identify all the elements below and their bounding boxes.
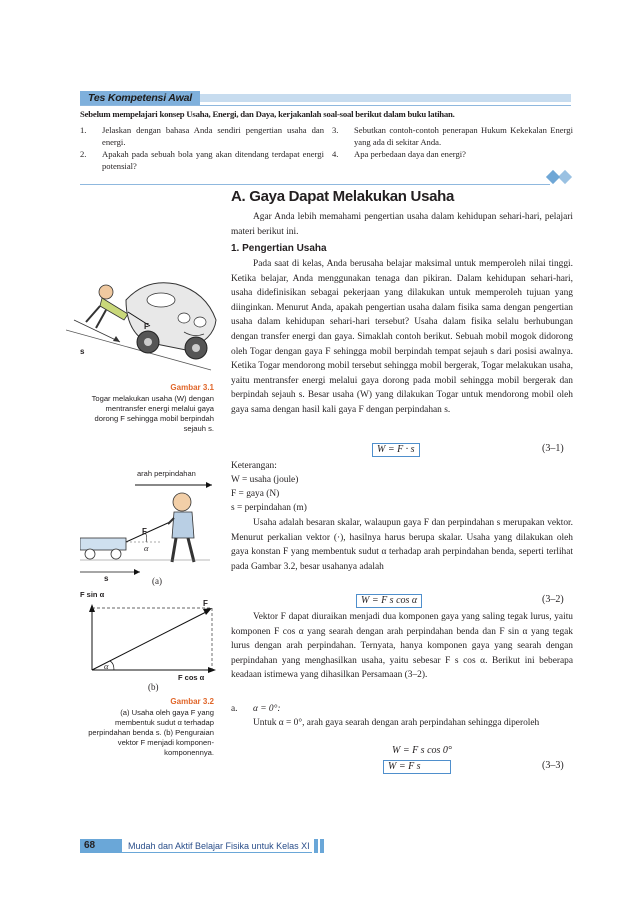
- figure-3-2a-illustration: [80, 478, 220, 598]
- equation-3-2-number: (3–2): [542, 594, 564, 605]
- fig32-label-alpha: α: [144, 543, 149, 553]
- tka-title: Tes Kompetensi Awal: [80, 91, 200, 105]
- fig31-caption: Togar melakukan usaha (W) dengan mentransfer energi melalui gaya dorong F sehingga mobil berpindah sejauh s.: [91, 394, 214, 433]
- footer-bar-icon: [314, 839, 318, 853]
- fig32-arah-label: arah perpindahan: [137, 469, 196, 478]
- equation-3-1-number: (3–1): [542, 443, 564, 454]
- wheel-hub-icon: [192, 344, 200, 352]
- angle-arc: [110, 661, 114, 670]
- fig31-label-s: s: [80, 347, 85, 356]
- fig32-caption: (a) Usaha oleh gaya F yang membentuk sudut α terhadap perpindahan benda s. (b) Penguraian vektor F menjadi komponen-komponennya.: [88, 708, 214, 757]
- fig31-label-f: F: [144, 322, 149, 331]
- force-arrow: [126, 522, 170, 542]
- arrowhead-icon: [206, 482, 212, 488]
- person-legs-icon: [86, 306, 106, 328]
- car-eye-icon: [194, 317, 206, 327]
- person-head-icon: [99, 285, 113, 299]
- car-eye-icon: [178, 313, 190, 323]
- intro-paragraph: Agar Anda lebih memahami pengertian usaha dalam kehidupan sehari-hari, pelajari materi berikut ini.: [231, 212, 573, 237]
- fig32-label-f2: F: [203, 599, 208, 608]
- case-a-heading: α = 0°:: [253, 704, 281, 714]
- tka-line: [80, 105, 571, 106]
- diamond-icon: [558, 170, 572, 184]
- tka-bottom-line: [80, 184, 550, 185]
- arrowhead-icon: [203, 608, 212, 615]
- case-a-label: a.: [231, 704, 238, 714]
- car-window-icon: [147, 293, 175, 307]
- footer-bar-icon: [320, 839, 324, 853]
- footer-book-title: Mudah dan Aktif Belajar Fisika untuk Kelas XI: [128, 841, 310, 851]
- paragraph-2: Usaha adalah besaran skalar, walaupun gaya F dan perpindahan s merupakan vektor. Menurut perkalian vektor (·), hasilnya harus berupa skalar. Usaha yang dilakukan oleh gaya konstan F yang membentuk sudut α terhadap arah perpindahan benda, seperti terlihat pada Gambar 3.2, besar usahanya adalah: [231, 518, 573, 572]
- subheading-pengertian-usaha: 1. Pengertian Usaha: [231, 243, 327, 254]
- fig31-title: Gambar 3.1: [170, 383, 214, 392]
- tka-question-2: 2. Apakah pada sebuah bola yang akan ditendang terdapat energi potensial?: [80, 149, 324, 171]
- tka-question-1: 1. Jelaskan dengan bahasa Anda sendiri pengertian usaha dan energi.: [80, 125, 324, 147]
- fig32-label-fsin: F sin α: [80, 590, 105, 599]
- keterangan-f: F = gaya (N): [231, 489, 280, 499]
- fig32-label-a: (a): [152, 576, 162, 586]
- tka-intro: Sebelum mempelajari konsep Usaha, Energi, dan Daya, kerjakanlah soal-soal berikut dalam buku latihan.: [80, 109, 455, 119]
- fig32-label-s: s: [104, 574, 109, 583]
- fig32-label-fcos: F cos α: [178, 673, 205, 682]
- force-arrow: [92, 611, 208, 670]
- fig32-label-f: F: [142, 527, 147, 536]
- boy-body-icon: [172, 512, 194, 538]
- fig32-label-alpha2: α: [104, 661, 109, 671]
- person-body-icon: [100, 298, 128, 320]
- keterangan-s: s = perpindahan (m): [231, 503, 307, 513]
- paragraph-3: Vektor F dapat diuraikan menjadi dua komponen gaya yang saling tegak lurus, yaitu komponen F cos α yang searah dengan arah perpindahan benda dan F sin α yang tegak lurus dengan arah perpindahan. Ternyata, hanya komponen gaya yang searah dengan perpindahan yang menghasilkan usaha, yaitu sebesar F s cos α. Berikut ini beberapa keadaan istimewa yang dihasilkan Persamaan (3–2).: [231, 612, 573, 681]
- boy-legs-icon: [172, 538, 194, 562]
- paragraph-1: Pada saat di kelas, Anda berusaha belajar maksimal untuk memperoleh nilai tinggi. Ketika belajar, Anda menggunakan tenaga dan pikiran. Dalam kehidupan sehari-hari, usaha didefinisikan sebagai pekerjaan yang dilakukan untuk memperoleh tujuan yang diinginkan. Menurut Anda, apakah pengertian usaha dalam fisika sama dengan pengertian usaha dalam kehidupan sehari-hari tersebut? Usaha dalam fisika selalu berhubungan dengan transfer energi dan gaya. Simaklah contoh berikut. Sebuah mobil mogok didorong oleh Togar dengan gaya F sehingga mobil berpindah tempat sejauh s dari posisi awalnya. Ketika Togar mendorong mobil tersebut sehingga mobil bergerak, Togar melakukan usaha, yaitu mentransfer energi melalui gaya dorong pada mobil sehingga mobil bergerak dan berpindah sejauh s. Besar usaha (W) yang dilakukan Togar untuk mendorong mobil oleh gaya sama dengan hasil kali gaya F dengan perpindahan s.: [231, 259, 573, 415]
- equation-3-1: W = F · s: [372, 443, 420, 457]
- equation-3-3-number: (3–3): [542, 760, 564, 771]
- keterangan-label: Keterangan:: [231, 461, 277, 471]
- equation-3-3a: W = F s cos 0°: [392, 745, 452, 756]
- arrowhead-icon: [134, 569, 140, 575]
- wagon-wheel-icon: [111, 549, 121, 559]
- keterangan-w: W = usaha (joule): [231, 475, 299, 485]
- case-a-text: Untuk α = 0°, arah gaya searah dengan arah perpindahan sehingga diperoleh: [253, 718, 540, 728]
- wagon-icon: [80, 538, 126, 550]
- equation-3-3: W = F s: [383, 760, 451, 774]
- fig32-title: Gambar 3.2: [170, 697, 214, 706]
- tka-question-4: 4. Apa perbedaan daya dan energi?: [332, 149, 466, 159]
- footer-page-number: 68: [84, 840, 96, 851]
- wagon-wheel-icon: [85, 549, 95, 559]
- equation-3-2: W = F s cos α: [356, 594, 422, 608]
- footer-line: [122, 852, 312, 853]
- fig32-label-b: (b): [148, 682, 159, 692]
- section-heading: A. Gaya Dapat Melakukan Usaha: [231, 188, 455, 205]
- wheel-hub-icon: [144, 338, 152, 346]
- tka-question-3: 3. Sebutkan contoh-contoh penerapan Hukum Kekekalan Energi yang ada di sekitar Anda.: [332, 125, 573, 147]
- boy-head-icon: [173, 493, 191, 511]
